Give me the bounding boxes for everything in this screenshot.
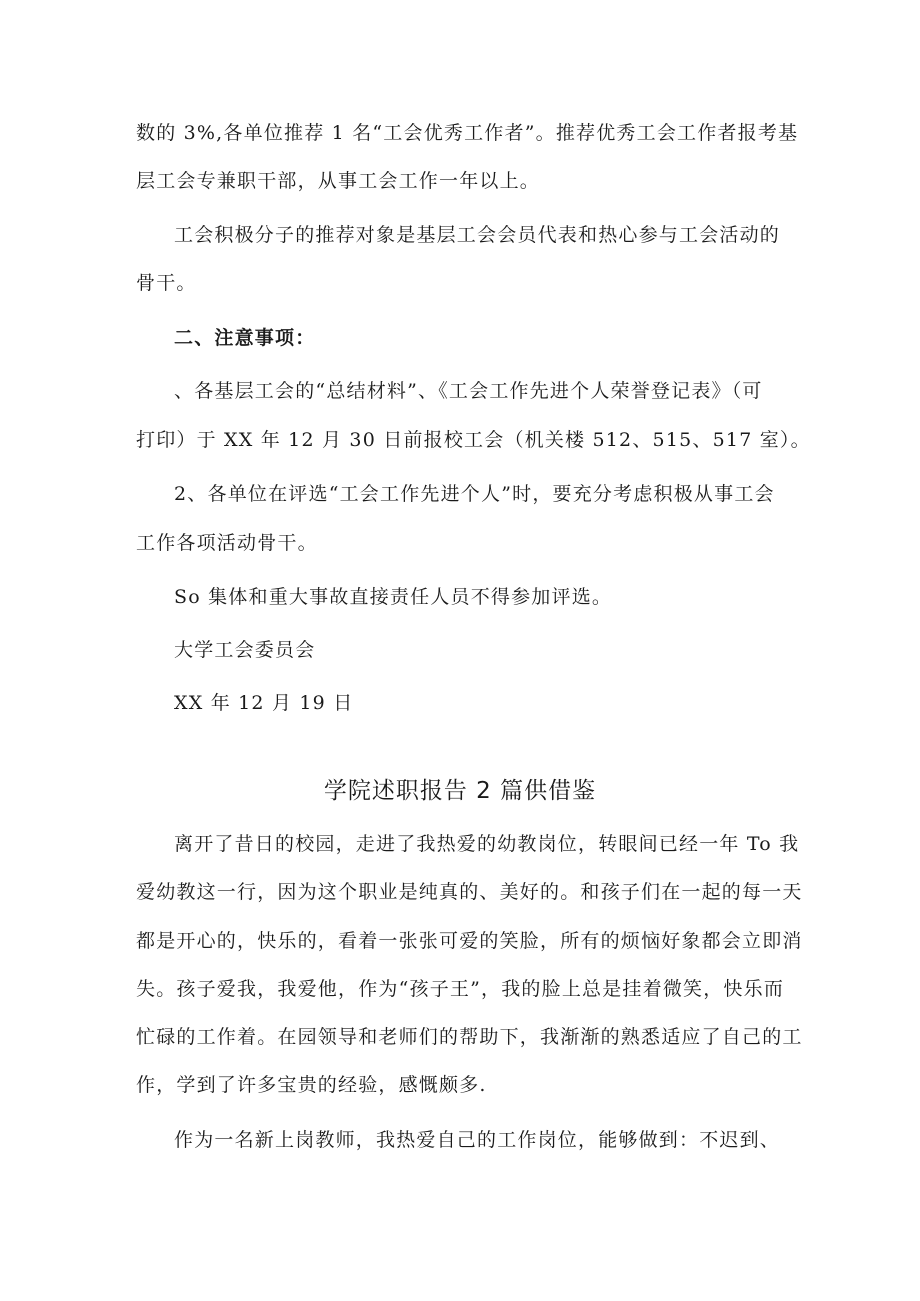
paragraph-line: 、各基层工会的“总结材料”、《工会工作先进个人荣誉登记表》（可 <box>174 380 763 402</box>
paragraph-line: 爱幼教这一行，因为这个职业是纯真的、美好的。和孩子们在一起的每一天 <box>136 881 803 903</box>
paragraph-line: 打印）于 XX 年 12 月 30 日前报校工会（机关楼 512、515、517 室）。 <box>136 429 811 451</box>
report-title: 学院述职报告 2 篇供借鉴 <box>323 778 597 804</box>
paragraph-line: 工会积极分子的推荐对象是基层工会会员代表和热心参与工会活动的 <box>174 224 781 246</box>
date-text: XX 年 12 月 19 日 <box>174 692 354 714</box>
paragraph-line: 作为一名新上岗教师，我热爱自己的工作岗位，能够做到：不迟到、 <box>174 1129 781 1151</box>
section-heading: 二、注意事项： <box>174 327 316 349</box>
paragraph-line: So 集体和重大事故直接责任人员不得参加评选。 <box>174 586 613 608</box>
paragraph-line: 层工会专兼职干部，从事工会工作一年以上。 <box>136 170 541 192</box>
paragraph-line: 失。孩子爱我，我爱他，作为“孩子王”，我的脸上总是挂着微笑，快乐而 <box>136 978 785 1000</box>
paragraph-line: 工作各项活动骨干。 <box>136 532 318 554</box>
paragraph-line: 忙碌的工作着。在园领导和老师们的帮助下，我渐渐的熟悉适应了自己的工 <box>136 1026 803 1048</box>
paragraph-line: 骨干。 <box>136 272 197 294</box>
paragraph-line: 离开了昔日的校园，走进了我热爱的幼教岗位，转眼间已经一年 To 我 <box>174 833 800 855</box>
signature-text: 大学工会委员会 <box>174 639 316 661</box>
paragraph-line: 2、各单位在评选“工会工作先进个人”时，要充分考虑积极从事工会 <box>174 483 775 505</box>
paragraph-line: 都是开心的，快乐的，看着一张张可爱的笑脸，所有的烦恼好象都会立即消 <box>136 930 803 952</box>
paragraph-line: 数的 3%,各单位推荐 1 名“工会优秀工作者”。推荐优秀工会工作者报考基 <box>136 122 799 144</box>
paragraph-line: 作，学到了许多宝贵的经验，感慨颇多. <box>136 1074 487 1096</box>
